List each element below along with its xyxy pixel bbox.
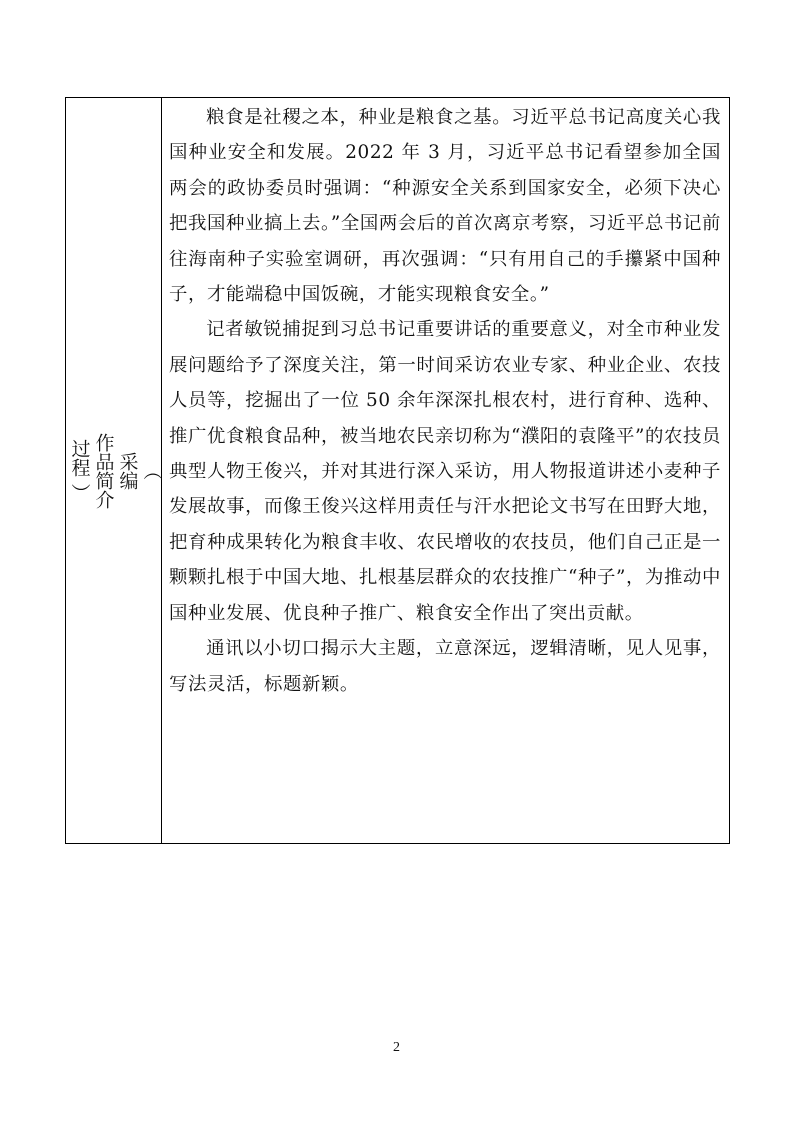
label-col-1 [117,452,139,490]
form-table [65,97,730,844]
paragraph-3 [169,631,721,702]
paragraph-1 [169,100,721,312]
label-text-zuopinjianjie: 作品简介 [92,432,115,509]
paragraph-2-text: 记者敏锐捕捉到习总书记重要讲话的重要意义，对全市种业发展问题给予了深度关注，第一时间采访农业专家、种业企业、农技人员等，挖掘出了一位 50 余年深深扎根农村，进行育种、选种、推广优食粮食品种，被当地农民亲切称为“濮阳的袁隆平”的农技员典型人物王俊兴，并对其进行深入采访，用人物报道讲述小麦种子发展故事，而像王俊兴这样用责任与汗水把论文书写在田野大地，把育种成果转化为粮食丰收、农民增收的农技员，他们自己正是一颗颗扎根于中国大地、扎根基层群众的农技推广“种子”，为推动中国种业发展、优良种子推广、粮食安全作出了突出贡献。 [169,319,721,624]
paragraph-3-text: 通讯以小切口揭示大主题，立意深远，逻辑清晰，见人见事，写法灵活，标题新颖。 [169,638,721,695]
label-columns [69,433,163,509]
label-text-guocheng: 过程 [68,438,91,477]
label-paren-close: ） [68,483,91,503]
content-cell [162,98,729,843]
label-col-3 [69,439,91,502]
paragraph-2 [169,312,721,631]
label-cell [66,98,162,843]
page-number: 2 [393,1040,400,1055]
label-col-2 [93,433,115,509]
paragraph-1-text: 粮食是社稷之本，种业是粮食之基。习近平总书记高度关心我国种业安全和发展。2022 年 3 月，习近平总书记看望参加全国两会的政协委员时强调：“种源安全关系到国家安全，必须下决心把我国种业搞上去。”全国两会后的首次离京考察，习近平总书记前往海南种子实验室调研，再次强调：“只有用自己的手攥紧中国种子，才能端稳中国饭碗，才能实现粮食安全。” [169,107,721,306]
label-text-caibian: 采编 [116,451,139,490]
label-paren-open: （ [140,461,163,480]
